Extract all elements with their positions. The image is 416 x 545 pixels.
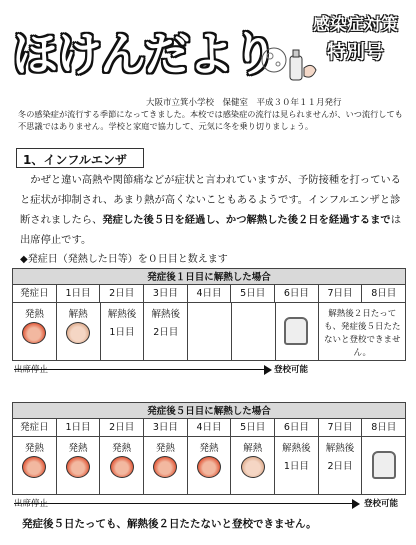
status-cell (144, 437, 188, 495)
day-label: 7日目 (319, 285, 363, 303)
after-day-label: 1日目 (283, 461, 309, 472)
arrow-head-icon (264, 365, 272, 375)
status-cell (144, 303, 188, 361)
sick-face-icon (66, 456, 90, 478)
ok-label: 登校可能 (364, 499, 399, 509)
day-label: 8日目 (362, 419, 406, 437)
day-label: 3日目 (144, 419, 188, 437)
body-text-1: かぜと違い高熱や関節痛などが症状と言われていますが、予防接種を打っていると症状が抑制され、あまり熱が高くないこともあるようです。インフルエンザと診断されましたら、 (20, 174, 401, 226)
sick-face-icon (197, 456, 221, 478)
status-cell (13, 437, 57, 495)
status-cell (362, 437, 406, 495)
status-cell (57, 437, 101, 495)
case1-day-row (12, 285, 406, 303)
handwash-illustration (260, 38, 318, 86)
day-label: 7日目 (319, 419, 363, 437)
day-label: 6日目 (275, 285, 319, 303)
status-cell (101, 303, 145, 361)
counting-note: ◆発症日（発熱した日等）を０日目と数えます (20, 254, 228, 265)
status-cell (276, 303, 320, 361)
recovered-label: 解熱 (243, 443, 263, 454)
sick-face-icon (22, 456, 46, 478)
special-line-1: 感染症対策 (313, 15, 398, 35)
case2-status-row (12, 437, 406, 495)
fever-label: 発熱 (24, 309, 44, 320)
day-label: 発症日 (13, 419, 57, 437)
after-day-label: 2日目 (327, 461, 353, 472)
day-label: 6日目 (275, 419, 319, 437)
school-bag-icon (372, 451, 396, 479)
status-cell (319, 437, 363, 495)
issuer-line: 大阪市立箕小学校 保健室 平成３０年１１月発行 (146, 98, 342, 108)
case2-timeline (12, 495, 406, 511)
day-label: 2日目 (100, 285, 144, 303)
sick-face-icon (22, 322, 46, 344)
status-cell (100, 437, 144, 495)
after-label: 解熱後 (107, 309, 137, 320)
special-line-2: 特別号 (326, 41, 384, 63)
day-label: 2日目 (100, 419, 144, 437)
section-heading: 1、インフルエンザ (16, 148, 144, 168)
status-cell (188, 303, 232, 361)
after-label: 解熱後 (282, 443, 311, 454)
fever-label: 発熱 (68, 443, 88, 454)
status-cell (232, 303, 276, 361)
sick-face-icon (153, 456, 177, 478)
stop-label: 出席停止 (14, 499, 49, 509)
sick-face-icon (110, 456, 134, 478)
after-label: 解熱後 (325, 443, 355, 454)
recovered-face-icon (66, 322, 90, 344)
after-day-label: 1日目 (109, 327, 135, 338)
case2-title: 発症後５日目に解熱した場合 (12, 402, 406, 419)
day-label: 4日目 (188, 285, 232, 303)
newsletter-title: ほけんだより (12, 27, 276, 81)
case1-wide-note: 解熱後２日たっても、発症後５日たたないと登校できません。 (323, 309, 401, 358)
case2-table (12, 402, 406, 511)
fever-label: 発熱 (155, 443, 175, 454)
recovered-label: 解熱 (68, 309, 88, 320)
day-label: 5日目 (231, 419, 275, 437)
fever-label: 発熱 (112, 443, 132, 454)
day-label: 5日目 (231, 285, 275, 303)
day-label: 4日目 (188, 419, 232, 437)
ok-label: 登校可能 (274, 365, 309, 375)
arrow-head-icon (352, 499, 360, 509)
recovered-face-icon (241, 456, 265, 478)
after-label: 解熱後 (151, 309, 180, 320)
status-cell (13, 303, 57, 361)
day-label: 発症日 (13, 285, 57, 303)
day-label: 1日目 (57, 419, 101, 437)
intro-paragraph: 冬の感染症が流行する季節になってきました。本校では感染症の流行は見られませんが、いつ流行しても不思議ではありません。学校と家庭で協力して、元気に冬を乗り切りましょう。 (18, 109, 403, 131)
status-cell-wide (319, 303, 406, 361)
fever-label: 発熱 (199, 443, 219, 454)
section-body (20, 170, 408, 250)
special-edition-badge (313, 10, 398, 64)
day-label: 8日目 (362, 285, 406, 303)
status-cell (188, 437, 232, 495)
fever-label: 発熱 (24, 443, 44, 454)
school-bag-icon (284, 317, 308, 345)
case2-day-row (12, 419, 406, 437)
after-day-label: 2日目 (153, 327, 179, 338)
stop-line (14, 503, 354, 504)
day-label: 3日目 (144, 285, 188, 303)
stop-label: 出席停止 (14, 365, 49, 375)
case1-title: 発症後１日目に解熱した場合 (12, 268, 406, 285)
status-cell (231, 437, 275, 495)
footer-note: 発症後５日たっても、解熱後２日たたないと登校できません。 (22, 518, 317, 530)
case1-status-row (12, 303, 406, 361)
day-label: 1日目 (57, 285, 101, 303)
body-text-end: は出席停止です。 (20, 214, 401, 246)
case1-table (12, 268, 406, 377)
stop-line (14, 369, 266, 370)
status-cell (275, 437, 319, 495)
case1-timeline (12, 361, 406, 377)
body-text-bold: 発症した後５日を経過し、かつ解熱した後２日を経過するまで (102, 214, 391, 226)
status-cell (57, 303, 101, 361)
